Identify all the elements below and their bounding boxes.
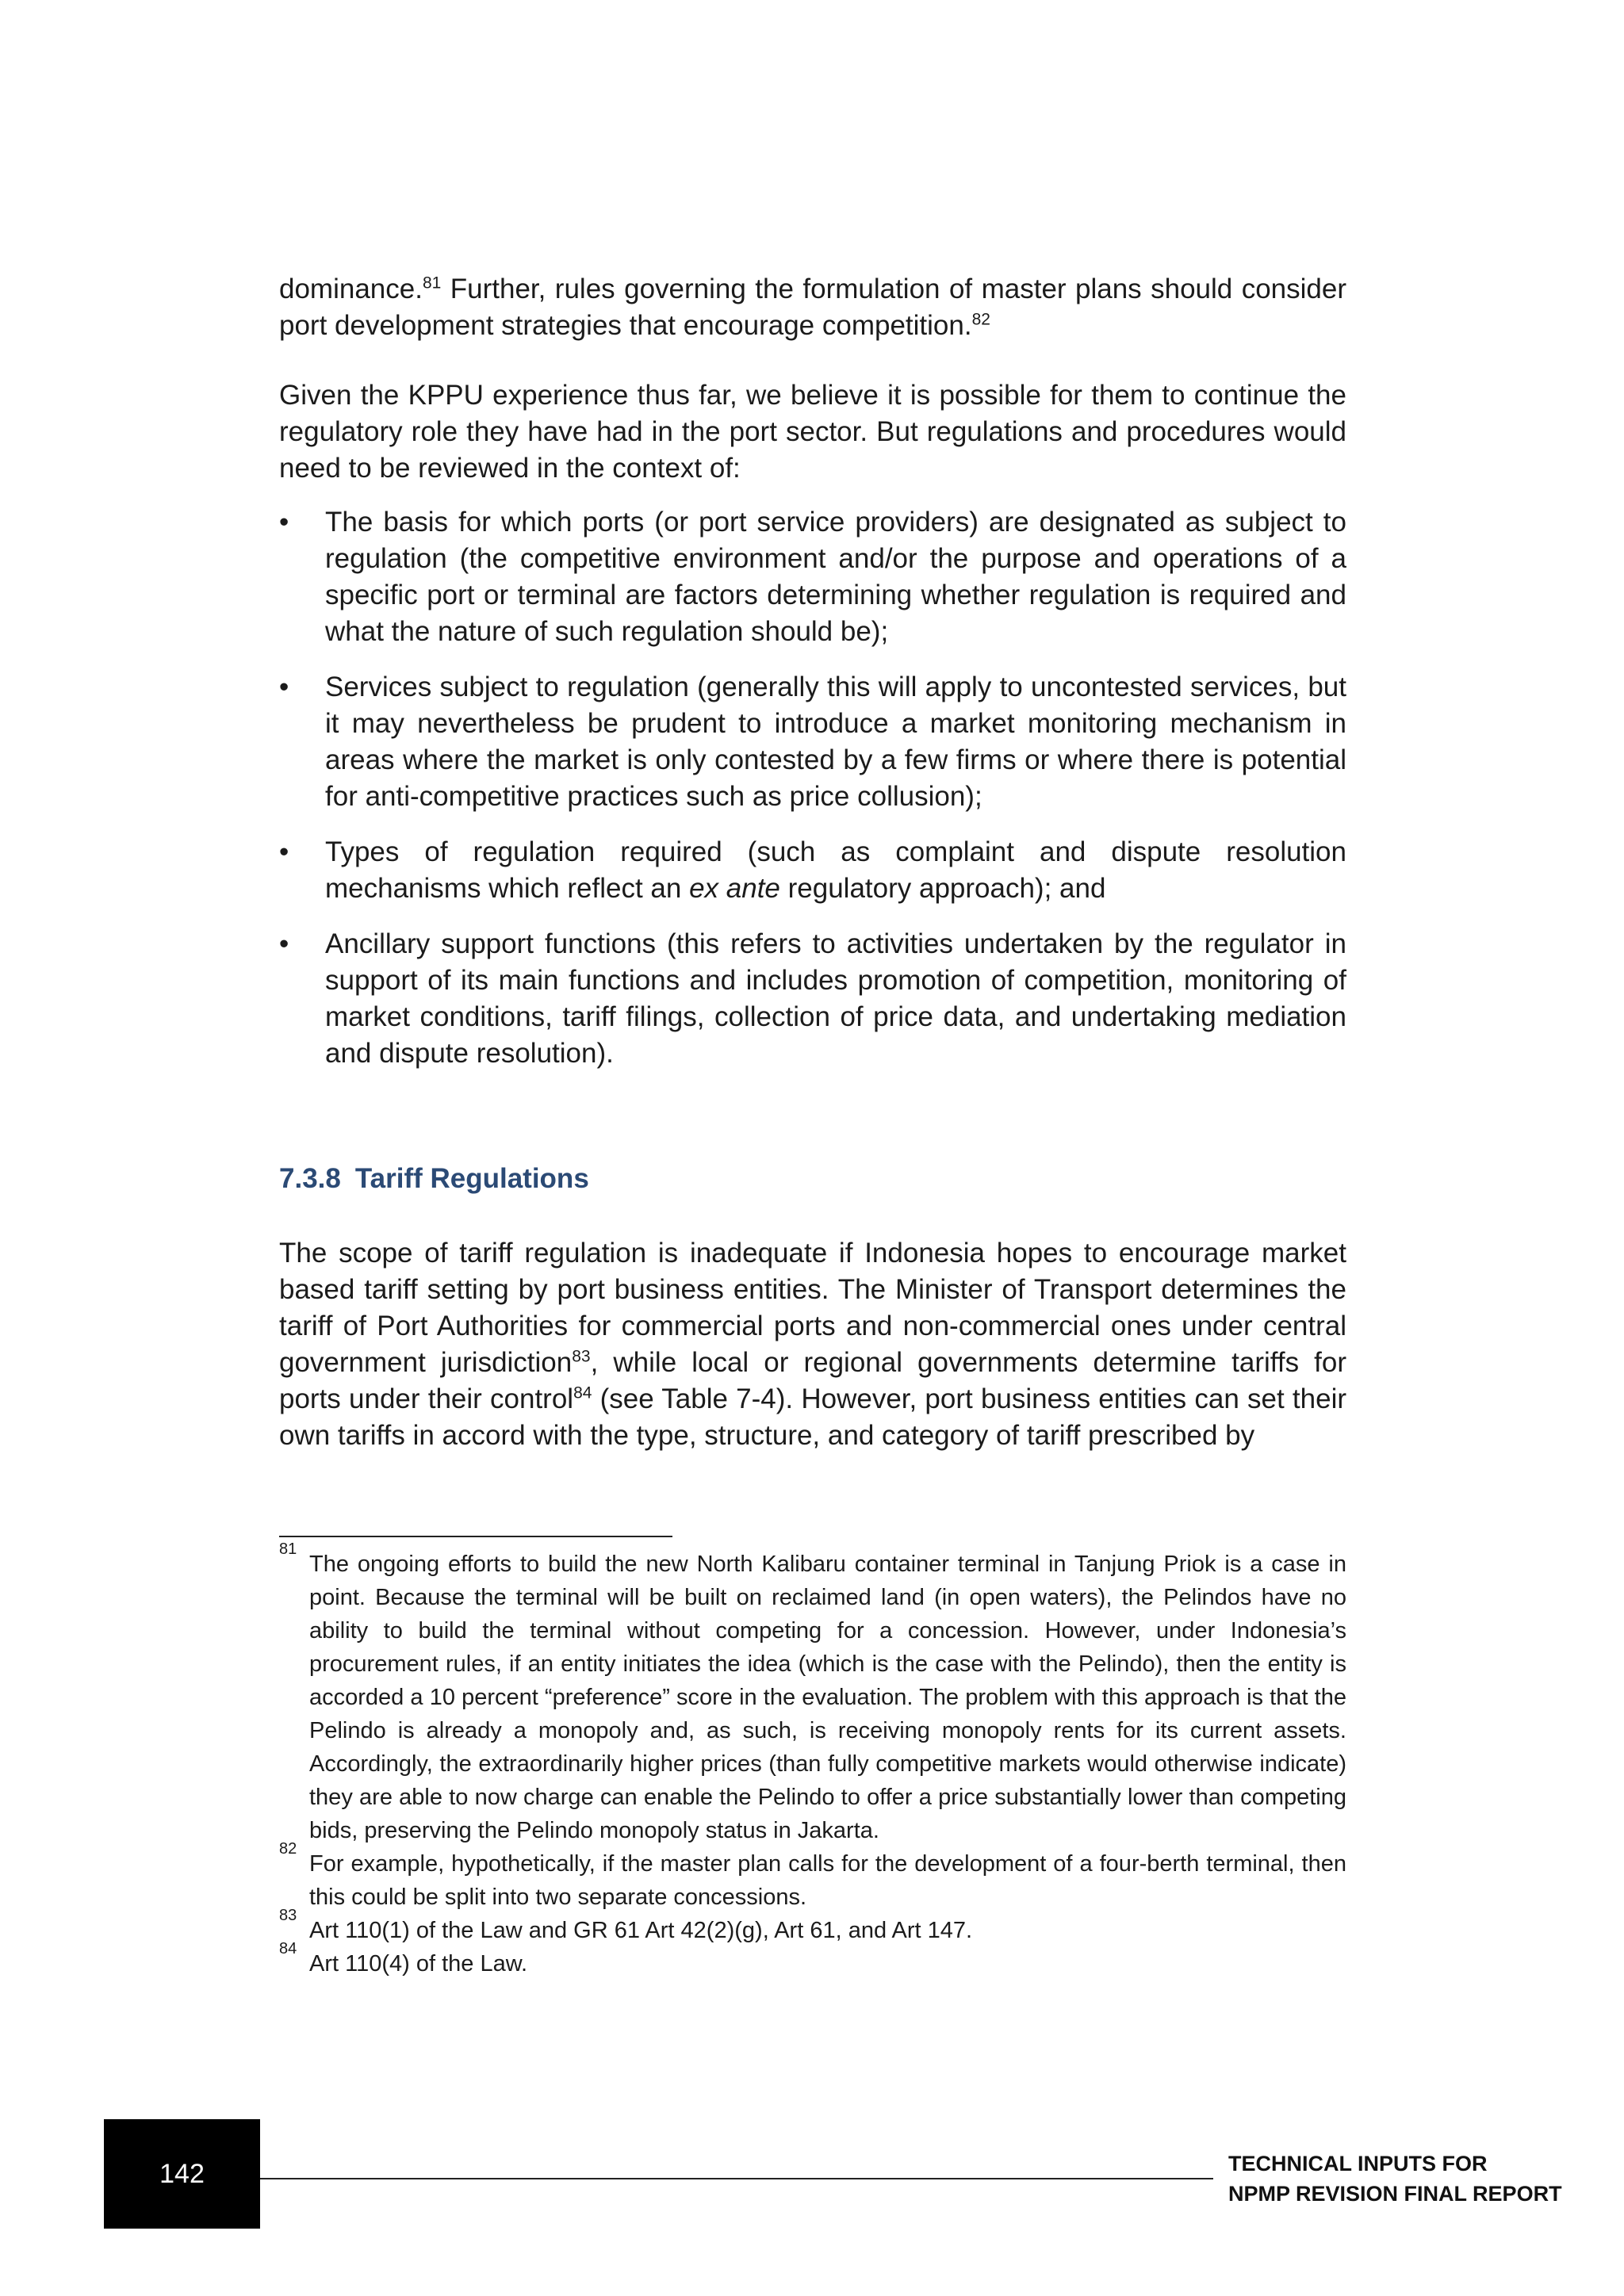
list-item-text: Services subject to regulation (generally this will apply to uncontested services, but it may nevertheless be prudent to introduce a market monitoring mechanism in areas where the market is only contested by a few firms or where there is potential for anti-competitive practices such as price collusion);: [325, 672, 1346, 812]
paragraph-tariff-scope: The scope of tariff regulation is inadequate if Indonesia hopes to encourage market based tariff setting by port business entities. The Minister of Transport determines the tariff of Port Authorities for commercial ports and non-commercial ones under central government jurisdiction$^{83}$, while local or regional governments determine tariffs for ports under their control$^{84}$ (see Table 7-4). However, port business entities can set their own tariffs in accord with the type, structure, and category of tariff prescribed by: [279, 1238, 1346, 1451]
footnote-ref-84[interactable]: 84: [573, 1383, 592, 1402]
footnote-83: [279, 1907, 1346, 1947]
footnote-number: 81: [279, 1540, 297, 1558]
section-title: Tariff Regulations: [354, 1163, 589, 1194]
footnote-text: For example, hypothetically, if the master plan calls for the development of a four-berth terminal, then this could be split into two separate concessions.: [309, 1851, 1346, 1910]
footnote-text: Art 110(4) of the Law.: [309, 1951, 528, 1976]
footnote-ref-83[interactable]: 83: [572, 1347, 591, 1366]
main-content: [279, 271, 1346, 1454]
footer-rule: [260, 2178, 1213, 2179]
footnote-number: 83: [279, 1907, 297, 1924]
bullet-icon: •: [279, 672, 289, 702]
footnote-ref-81[interactable]: 81: [422, 274, 442, 293]
list-item: [279, 504, 1346, 650]
bullet-list: [279, 504, 1346, 1072]
page-number: 142: [159, 2158, 205, 2189]
bullet-icon: •: [279, 928, 289, 959]
footnote-81: [279, 1540, 1346, 1847]
list-item: [279, 669, 1346, 815]
footnote-ref-82[interactable]: 82: [971, 310, 990, 329]
list-item: [279, 926, 1346, 1072]
footnote-84: [279, 1940, 1346, 1980]
page-number-box: [104, 2119, 260, 2229]
paragraph-dominance: dominance.$^{81}$ Further, rules governing the formulation of master plans should consider port development strategies that encourage competition.$^{82}$: [279, 274, 1346, 341]
list-item-text: Types of regulation required (such as complaint and dispute resolution mechanisms which reflect an ex ante regulatory approach); and: [325, 836, 1346, 904]
footnote-separator: [279, 1536, 672, 1537]
section-number: 7.3.8: [279, 1163, 341, 1194]
paragraph-kppu: Given the KPPU experience thus far, we believe it is possible for them to continue the regulatory role they have had in the port sector. But regulations and procedures would need to be reviewed in the context of:: [279, 380, 1346, 484]
footnote-number: 82: [279, 1840, 297, 1858]
list-item-text: Ancillary support functions (this refers to activities undertaken by the regulator in support of its main functions and includes promotion of competition, monitoring of market conditions, tariff filings, collection of price data, and undertaking mediation and dispute resolution).: [325, 928, 1346, 1069]
footnote-number: 84: [279, 1940, 297, 1957]
footnote-text: The ongoing efforts to build the new North Kalibaru container terminal in Tanjung Priok is a case in point. Because the terminal will be built on reclaimed land (in open waters), the Pelindos have no ability to build the terminal without competing for a concession. However, under Indonesia’s procurement rules, if an entity initiates the idea (which is the case with the Pelindo), then the entity is accorded a 10 percent “preference” score in the evaluation. The problem with this approach is that the Pelindo is already a monopoly and, as such, is receiving monopoly rents for its current assets. Accordingly, the extraordinarily higher prices (than fully competitive markets would otherwise indicate) they are able to now charge can enable the Pelindo to offer a price substantially lower than competing bids, preserving the Pelindo monopoly status in Jakarta.: [309, 1552, 1346, 1843]
footnote-text: Art 110(1) of the Law and GR 61 Art 42(2)(g), Art 61, and Art 147.: [309, 1918, 973, 1943]
footnote-82: [279, 1840, 1346, 1914]
bullet-icon: •: [279, 836, 289, 867]
list-item: [279, 834, 1346, 907]
footer-title-line1: TECHNICAL INPUTS FOR: [1228, 2152, 1488, 2175]
section-heading: [279, 1161, 1346, 1197]
footnotes: [279, 1540, 1346, 1980]
footer-report-title: [1228, 2149, 1562, 2209]
bullet-icon: •: [279, 507, 289, 538]
footer-title-line2: NPMP REVISION FINAL REPORT: [1228, 2182, 1562, 2206]
list-item-text: The basis for which ports (or port service providers) are designated as subject to regulation (the competitive environment and/or the purpose and operations of a specific port or terminal are factors determining whether regulation is required and what the nature of such regulation should be);: [325, 507, 1346, 647]
emphasis-ex-ante: ex ante: [689, 873, 780, 904]
